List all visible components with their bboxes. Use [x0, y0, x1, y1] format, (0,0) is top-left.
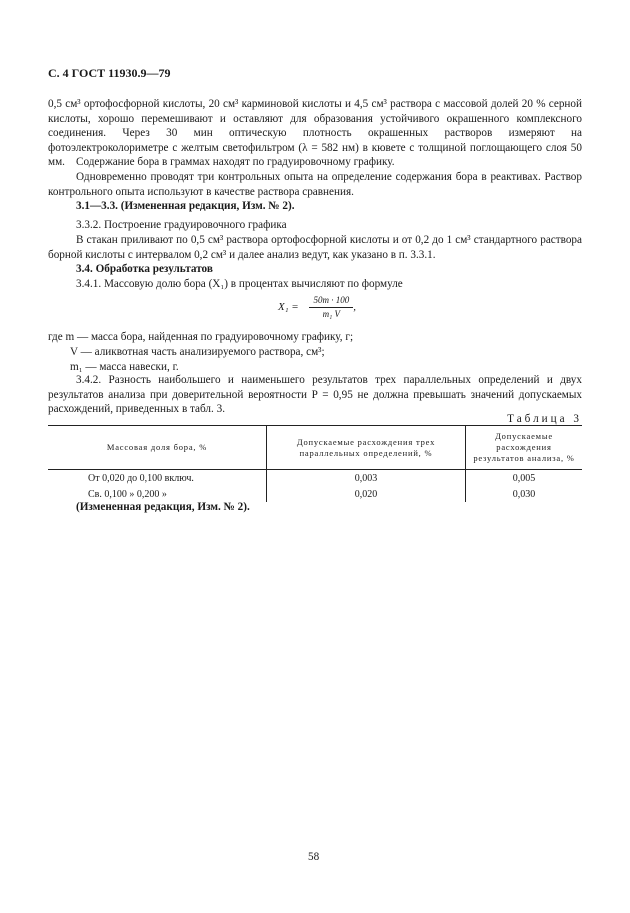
- paragraph-formula-intro: 3.4.1. Массовую долю бора (X₁) в процентах вычисляют по формуле: [76, 278, 403, 290]
- formula-tail: ,: [353, 301, 356, 314]
- table-header-parallel-determinations: Допускаемые расхождения трех параллельных определений, %: [267, 426, 466, 470]
- table-cell: Св. 0,100 » 0,200 »: [88, 489, 167, 500]
- formula: [278, 295, 356, 320]
- page-number: 58: [308, 851, 320, 863]
- table-cell: От 0,020 до 0,100 включ.: [88, 473, 194, 484]
- table-3: [48, 425, 582, 502]
- table-cell: 0,020: [267, 486, 466, 502]
- table-header-mass-fraction: Массовая доля бора, %: [48, 426, 267, 470]
- section-3-3-2-title: 3.3.2. Построение градуировочного графика: [76, 219, 287, 231]
- paragraph-calibration: В стакан приливают по 0,5 см³ раствора ортофосфорной кислоты и от 0,2 до 1 см³ стандартного раствора борной кислоты с интервалом 0,2 см³ и далее анализ ведут, как указано в п. 3.3.1.: [48, 234, 582, 261]
- amendment-note-2: (Измененная редакция, Изм. № 2).: [76, 501, 250, 513]
- paragraph-procedure: 0,5 см³ ортофосфорной кислоты, 20 см³ карминовой кислоты и 4,5 см³ раствора с массовой долей 20 % серной кислоты, хорошо перемешивают и оставляют для образования устойчивого окрашенного комплексного соединения. Через 30 мин оптическую плотность окрашенных растворов измеряют на фотоэлектроколориметре с желтым светофильтром (λ = 582 нм) в кювете с толщиной поглощающего слоя 50 мм.: [48, 98, 582, 169]
- table-header-analysis-results: Допускаемые расхождения результатов анализа, %: [466, 426, 583, 470]
- table-row: [48, 470, 582, 487]
- formula-denominator: m₁ V: [322, 309, 341, 319]
- legend-aliquot: V — аликвотная часть анализируемого раствора, см³;: [70, 346, 325, 358]
- section-3-4-title: 3.4. Обработка результатов: [76, 263, 213, 275]
- table-cell: 0,030: [466, 486, 583, 502]
- legend-mass-boron: где m — масса бора, найденная по градуировочному графику, г;: [48, 331, 354, 343]
- formula-numerator: 50m · 100: [309, 295, 353, 308]
- formula-fraction: [309, 295, 353, 320]
- table-cell: 0,005: [466, 470, 583, 487]
- paragraph-control-experiment: Одновременно проводят три контрольных опыта на определение содержания бора в реактивах. Раствор контрольного опыта используют в качестве раствора сравнения.: [48, 171, 582, 198]
- paragraph-discrepancy: 3.4.2. Разность наибольшего и наименьшего результатов трех параллельных определений и двух результатов анализа при доверительной вероятности P = 0,95 не должна превышать значений допускаемых расхождений, приведенных в табл. 3.: [48, 374, 582, 416]
- table-caption: Таблица 3: [507, 413, 582, 425]
- legend-sample-mass: m₁ — масса навески, г.: [70, 361, 179, 373]
- page-header: С. 4 ГОСТ 11930.9—79: [48, 66, 171, 80]
- table-cell: 0,003: [267, 470, 466, 487]
- amendment-note-1: 3.1—3.3. (Измененная редакция, Изм. № 2).: [76, 200, 295, 212]
- formula-lhs: X₁ =: [278, 301, 299, 314]
- paragraph-boron-content: Содержание бора в граммах находят по градуировочному графику.: [76, 156, 395, 168]
